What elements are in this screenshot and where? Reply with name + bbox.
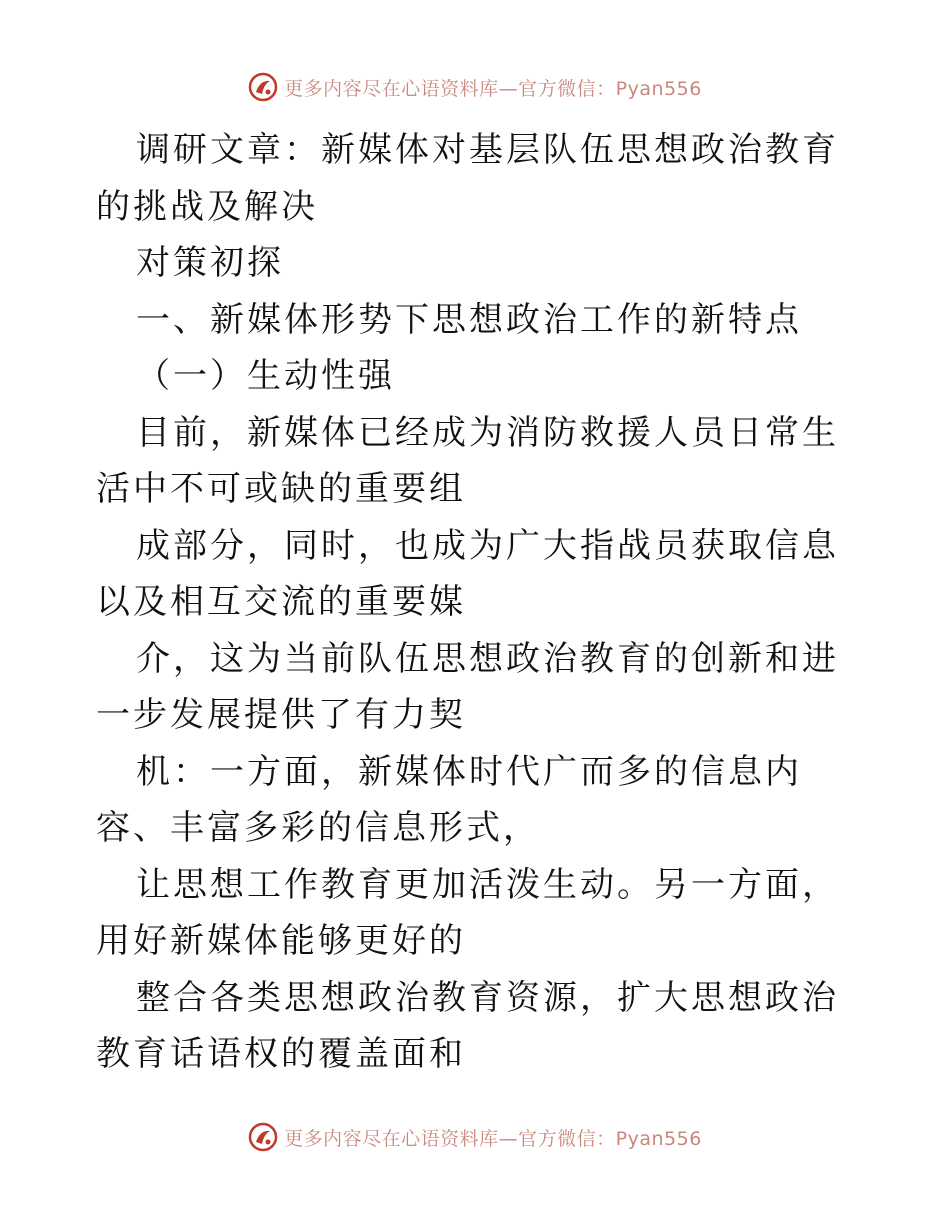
header-watermark-text: 更多内容尽在心语资料库—官方微信：Pyan556 xyxy=(284,77,702,100)
paragraph: 整合各类思想政治教育资源，扩大思想政治教育话语权的覆盖面和 xyxy=(96,977,839,1074)
paragraph: 机：一方面，新媒体时代广而多的信息内容、丰富多彩的信息形式， xyxy=(96,751,802,848)
footer-watermark xyxy=(0,1122,950,1152)
paragraph: 让思想工作教育更加活泼生动。另一方面，用好新媒体能够更好的 xyxy=(96,864,839,961)
document-body xyxy=(96,122,856,1083)
paragraph: 目前，新媒体已经成为消防救援人员日常生活中不可或缺的重要组 xyxy=(96,412,839,509)
red-swirl-logo-icon xyxy=(248,72,278,102)
paragraph: （一）生动性强 xyxy=(136,356,395,396)
footer-watermark-text: 更多内容尽在心语资料库—官方微信：Pyan556 xyxy=(284,1127,702,1150)
paragraph: 介，这为当前队伍思想政治教育的创新和进一步发展提供了有力契 xyxy=(96,638,839,735)
paragraph: 一、新媒体形势下思想政治工作的新特点 xyxy=(136,299,802,340)
paragraph: 成部分，同时，也成为广大指战员获取信息以及相互交流的重要媒 xyxy=(96,525,839,622)
paragraph: 对策初探 xyxy=(136,243,284,283)
red-swirl-logo-icon xyxy=(248,1122,278,1152)
paragraph: 调研文章：新媒体对基层队伍思想政治教育的挑战及解决 xyxy=(96,130,839,227)
header-watermark xyxy=(0,72,950,102)
